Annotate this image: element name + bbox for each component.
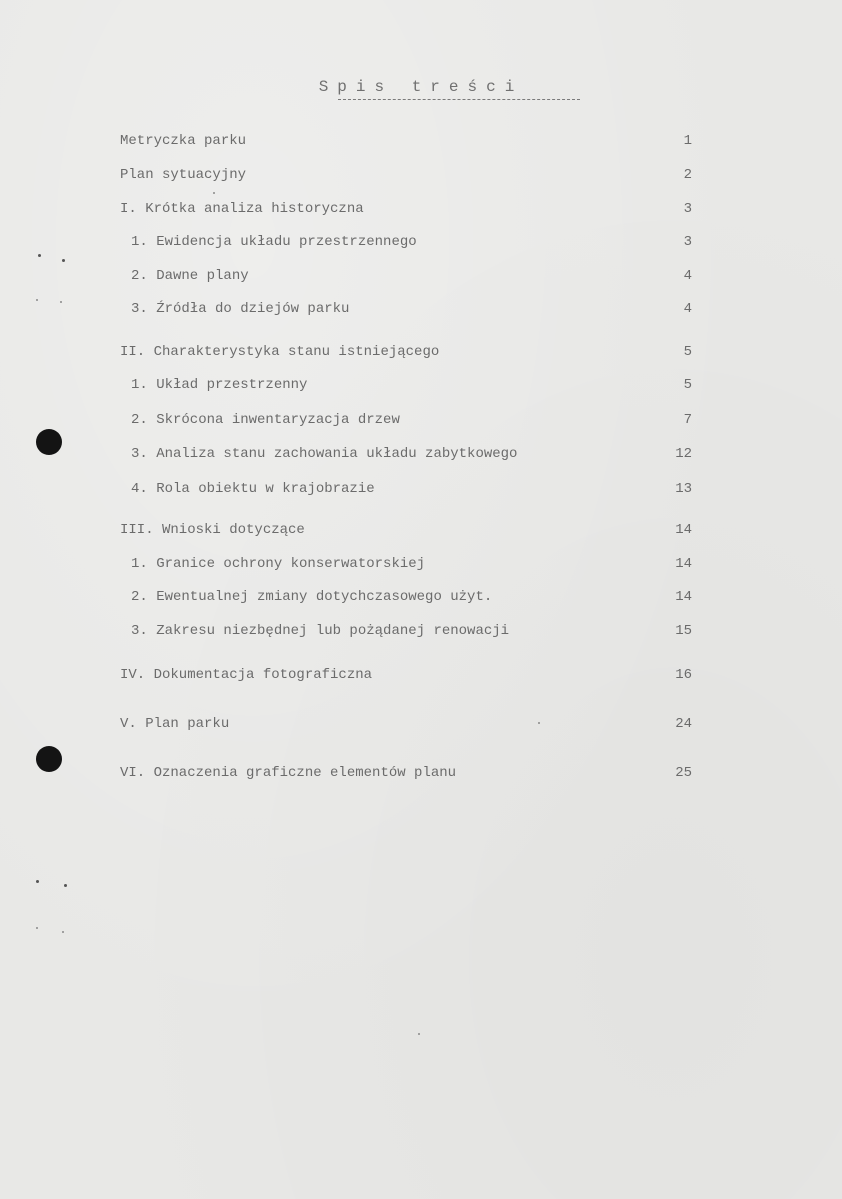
toc-entry: [0, 131, 842, 151]
toc-subentry-label: 3. Zakresu niezbędnej lub pożądanej renowacji: [131, 623, 510, 639]
paper-speck: [213, 192, 215, 194]
toc-subentry-label: 2. Ewentualnej zmiany dotychczasowego użyt.: [131, 589, 493, 605]
toc-entry: [0, 165, 842, 185]
toc-subentry-page: 5: [683, 377, 692, 393]
toc-section: [0, 520, 842, 540]
toc-section-label: II. Charakterystyka stanu istniejącego: [120, 344, 440, 360]
toc-subentry: [0, 266, 842, 286]
paper-speck: [62, 931, 64, 933]
toc-subentry-page: 4: [683, 301, 692, 317]
toc-section: [0, 342, 842, 362]
toc-subentry-label: 3. Źródła do dziejów parku: [131, 301, 350, 317]
paper-speck: [538, 722, 540, 724]
paper-speck: [62, 259, 65, 262]
punch-hole: [36, 746, 62, 772]
toc-subentry-label: 3. Analiza stanu zachowania układu zabytkowego: [131, 446, 518, 462]
toc-section-page: 3: [683, 201, 692, 217]
toc-subentry-page: 12: [675, 446, 692, 462]
toc-section-page: 16: [675, 667, 692, 683]
toc-section: [0, 199, 842, 219]
toc-subentry-page: 7: [683, 412, 692, 428]
toc-section-label: V. Plan parku: [120, 716, 230, 732]
toc-subentry: [0, 375, 842, 395]
toc-subentry-page: 4: [683, 268, 692, 284]
paper-speck: [64, 884, 67, 887]
toc-section: [0, 763, 842, 783]
toc-section: [0, 714, 842, 734]
toc-subentry-label: 2. Dawne plany: [131, 268, 249, 284]
toc-subentry: [0, 621, 842, 641]
toc-subentry-label: 1. Układ przestrzenny: [131, 377, 308, 393]
paper-speck: [60, 301, 62, 303]
toc-section-page: 5: [683, 344, 692, 360]
toc-subentry: [0, 554, 842, 574]
toc-subentry-page: 15: [675, 623, 692, 639]
toc-subentry-page: 14: [675, 556, 692, 572]
toc-subentry-page: 3: [683, 234, 692, 250]
toc-subentry-label: 4. Rola obiektu w krajobrazie: [131, 481, 375, 497]
toc-section-page: 14: [675, 522, 692, 538]
paper-speck: [36, 880, 39, 883]
toc-subentry: [0, 587, 842, 607]
toc-subentry-page: 14: [675, 589, 692, 605]
toc-section-page: 24: [675, 716, 692, 732]
toc-entry-page: 2: [683, 167, 692, 183]
toc-entry-label: Metryczka parku: [120, 133, 247, 149]
toc-section-label: IV. Dokumentacja fotograficzna: [120, 667, 373, 683]
toc-section-label: I. Krótka analiza historyczna: [120, 201, 364, 217]
toc-entry-label: Plan sytuacyjny: [120, 167, 247, 183]
title-underline: [338, 99, 580, 100]
document-title: Spis treści: [318, 78, 524, 96]
toc-subentry: [0, 479, 842, 499]
toc-subentry-label: 1. Ewidencja układu przestrzennego: [131, 234, 417, 250]
paper-speck: [38, 254, 41, 257]
toc-subentry: [0, 444, 842, 464]
toc-entry-page: 1: [683, 133, 692, 149]
toc-section-page: 25: [675, 765, 692, 781]
paper-speck: [36, 299, 38, 301]
toc-section: [0, 665, 842, 685]
toc-subentry: [0, 299, 842, 319]
toc-subentry-label: 2. Skrócona inwentaryzacja drzew: [131, 412, 400, 428]
toc-subentry: [0, 410, 842, 430]
paper-speck: [36, 927, 38, 929]
toc-subentry-page: 13: [675, 481, 692, 497]
toc-subentry: [0, 232, 842, 252]
toc-section-label: III. Wnioski dotyczące: [120, 522, 305, 538]
paper-speck: [418, 1033, 420, 1035]
punch-hole: [36, 429, 62, 455]
toc-subentry-label: 1. Granice ochrony konserwatorskiej: [131, 556, 426, 572]
toc-section-label: VI. Oznaczenia graficzne elementów planu: [120, 765, 457, 781]
